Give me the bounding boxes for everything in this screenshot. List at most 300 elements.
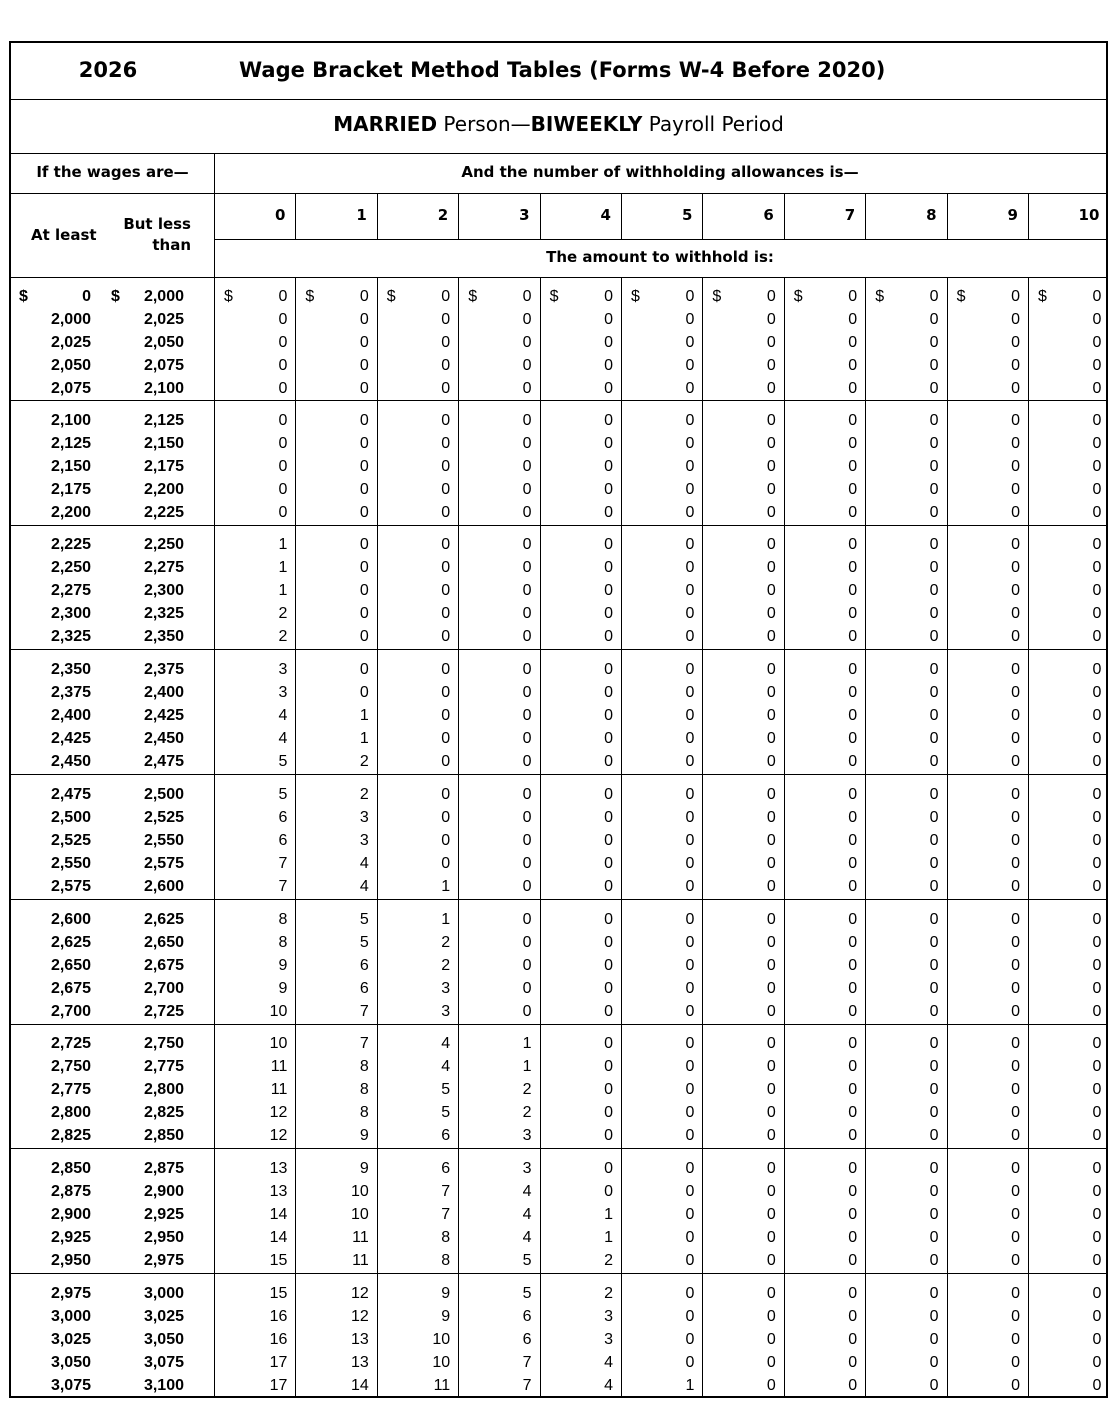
withholding-amount: 0	[848, 684, 858, 702]
withholding-amount: 0	[359, 435, 369, 453]
withholding-amount: 0	[604, 980, 613, 998]
withholding-amount: 4	[278, 730, 288, 748]
wage-but-less-than: 2,225	[143, 504, 184, 522]
withholding-amount: 0	[604, 934, 613, 952]
withholding-amount: 0	[848, 911, 858, 928]
withholding-amount: 3	[604, 1331, 613, 1349]
withholding-amount: 0	[766, 288, 776, 305]
withholding-amount: 0	[359, 311, 369, 329]
withholding-amount: 0	[848, 1081, 858, 1099]
wage-but-less-than: 2,675	[143, 957, 184, 975]
withholding-amount: 0	[359, 504, 369, 522]
withholding-amount: 0	[278, 380, 288, 398]
withholding-amount: 3	[604, 1308, 613, 1326]
withholding-amount: 0	[1092, 832, 1102, 850]
payroll-period: BIWEEKLY	[530, 112, 643, 136]
withholding-amount: 4	[522, 1229, 532, 1247]
withholding-amount: 0	[929, 1229, 939, 1247]
divider	[11, 99, 1106, 100]
withholding-amount: 0	[1011, 1285, 1020, 1302]
withholding-amount: 0	[929, 481, 939, 499]
withholding-amount: 10	[350, 1206, 369, 1224]
wage-but-less-than: 2,375	[143, 661, 184, 678]
table-title: Wage Bracket Method Tables (Forms W-4 Before 2020)	[239, 58, 886, 82]
withholding-amount: 0	[685, 1331, 695, 1349]
withholding-amount: 0	[685, 559, 695, 577]
withholding-amount: 0	[848, 605, 858, 623]
column-divider	[784, 193, 785, 239]
withholding-amount: 0	[685, 878, 695, 896]
withholding-amount: 2	[278, 628, 288, 646]
withholding-amount: 0	[522, 730, 532, 748]
withholding-amount: 4	[359, 878, 369, 896]
dollar-sign: $	[631, 288, 640, 305]
table-year: 2026	[78, 58, 138, 82]
withholding-amount: 0	[1011, 605, 1020, 623]
withholding-amount: 0	[685, 980, 695, 998]
withholding-amount: 0	[766, 536, 776, 553]
withholding-amount: 0	[522, 786, 532, 803]
withholding-amount: 0	[848, 334, 858, 352]
withholding-amount: 0	[685, 1003, 695, 1021]
withholding-amount: 0	[929, 832, 939, 850]
withholding-amount: 0	[278, 412, 288, 429]
withholding-amount: 0	[1011, 357, 1020, 375]
wage-but-less-than: 2,600	[143, 878, 184, 896]
withholding-amount: 0	[766, 458, 776, 476]
withholding-amount: 0	[1011, 1127, 1020, 1145]
withholding-amount: 0	[929, 412, 939, 429]
wage-at-least: 2,675	[50, 980, 91, 998]
withholding-amount: 11	[270, 1081, 288, 1099]
withholding-amount: 0	[766, 809, 776, 827]
withholding-amount: 0	[1092, 628, 1102, 646]
withholding-amount: 0	[522, 481, 532, 499]
withholding-amount: 3	[278, 684, 288, 702]
withholding-amount: 0	[522, 684, 532, 702]
withholding-amount: 0	[522, 458, 532, 476]
withholding-amount: 0	[522, 288, 532, 305]
dollar-sign: $	[468, 288, 478, 305]
withholding-amount: 0	[441, 809, 451, 827]
withholding-amount: 3	[359, 809, 369, 827]
wage-but-less-than: 2,475	[143, 753, 184, 771]
withholding-amount: 0	[278, 334, 288, 352]
withholding-amount: 0	[1092, 1331, 1102, 1349]
withholding-amount: 7	[359, 1003, 369, 1021]
withholding-amount: 0	[685, 628, 695, 646]
withholding-amount: 7	[522, 1377, 532, 1395]
wage-but-less-than: 2,775	[143, 1058, 184, 1076]
withholding-amount: 0	[441, 481, 451, 499]
wage-at-least: 3,025	[50, 1331, 91, 1349]
withholding-amount: 0	[1092, 435, 1102, 453]
withholding-amount: 0	[1011, 1229, 1020, 1247]
withholding-amount: 0	[766, 582, 776, 600]
withholding-amount: 0	[1011, 730, 1020, 748]
withholding-amount: 0	[929, 1331, 939, 1349]
withholding-amount: 0	[1011, 1252, 1020, 1270]
group-divider	[11, 899, 1106, 900]
withholding-amount: 2	[441, 934, 451, 952]
withholding-amount: 0	[685, 1183, 695, 1201]
group-divider	[11, 1024, 1106, 1025]
withholding-amount: 6	[441, 1127, 451, 1145]
withholding-amount: 0	[929, 934, 939, 952]
withholding-amount: 0	[1011, 1003, 1020, 1021]
subtitle-person: Person—	[437, 112, 531, 136]
withholding-amount: 4	[441, 1058, 451, 1076]
withholding-amount: 3	[441, 980, 451, 998]
wage-but-less-than: 2,050	[143, 334, 184, 352]
dollar-sign: $	[1038, 288, 1047, 305]
withholding-amount: 0	[522, 878, 532, 896]
column-divider	[295, 277, 296, 1396]
dollar-sign: $	[793, 288, 803, 305]
withholding-amount: 0	[1092, 878, 1102, 896]
withholding-amount: 0	[1092, 1229, 1102, 1247]
withholding-amount: 0	[929, 1354, 939, 1372]
wage-at-least: 2,975	[50, 1285, 91, 1302]
withholding-amount: 8	[278, 934, 288, 952]
withholding-amount: 0	[685, 605, 695, 623]
withholding-amount: 0	[685, 855, 695, 873]
dollar-sign: $	[712, 288, 722, 305]
withholding-amount: 0	[359, 481, 369, 499]
wage-but-less-than: 2,200	[143, 481, 184, 499]
withholding-amount: 0	[685, 753, 695, 771]
column-divider	[295, 193, 296, 239]
column-divider	[458, 277, 459, 1396]
wage-but-less-than: 2,150	[143, 435, 184, 453]
withholding-amount: 0	[441, 605, 451, 623]
withholding-amount: 0	[278, 481, 288, 499]
withholding-amount: 0	[848, 934, 858, 952]
withholding-amount: 0	[359, 412, 369, 429]
wage-but-less-than: 2,425	[143, 707, 184, 725]
wage-at-least: 2,700	[50, 1003, 91, 1021]
wage-but-less-than: 2,550	[143, 832, 184, 850]
wage-at-least: 2,125	[50, 435, 91, 453]
withholding-amount: 0	[278, 458, 288, 476]
withholding-amount: 0	[685, 380, 695, 398]
withholding-amount: 0	[766, 707, 776, 725]
withholding-amount: 5	[278, 753, 288, 771]
allowance-header-9: 9	[1007, 206, 1018, 224]
withholding-amount: 0	[929, 1081, 939, 1099]
withholding-amount: 0	[441, 334, 451, 352]
withholding-amount: 0	[1092, 1377, 1102, 1395]
withholding-amount: 0	[522, 435, 532, 453]
withholding-amount: 0	[604, 786, 613, 803]
withholding-amount: 0	[604, 1035, 613, 1052]
withholding-amount: 2	[604, 1252, 613, 1270]
withholding-amount: 0	[278, 357, 288, 375]
withholding-amount: 8	[359, 1058, 369, 1076]
withholding-amount: 0	[1011, 1058, 1020, 1076]
withholding-amount: 0	[1011, 458, 1020, 476]
withholding-amount: 0	[522, 980, 532, 998]
withholding-amount: 0	[766, 786, 776, 803]
withholding-amount: 0	[522, 334, 532, 352]
withholding-amount: 0	[848, 380, 858, 398]
withholding-amount: 3	[522, 1160, 532, 1177]
wage-at-least: 2,175	[50, 481, 91, 499]
withholding-amount: 0	[766, 628, 776, 646]
withholding-amount: 0	[848, 1160, 858, 1177]
withholding-amount: 0	[441, 684, 451, 702]
withholding-amount: 2	[278, 605, 288, 623]
withholding-amount: 0	[522, 832, 532, 850]
withholding-amount: 9	[278, 957, 288, 975]
group-divider	[11, 525, 1106, 526]
wage-but-less-than: 2,950	[143, 1229, 184, 1247]
withholding-amount: 0	[441, 380, 451, 398]
withholding-amount: 0	[848, 1354, 858, 1372]
wage-but-less-than: 2,525	[143, 809, 184, 827]
withholding-amount: 0	[522, 605, 532, 623]
withholding-amount: 0	[848, 1331, 858, 1349]
withholding-amount: 0	[1092, 1252, 1102, 1270]
withholding-amount: 10	[432, 1354, 451, 1372]
withholding-amount: 0	[1092, 855, 1102, 873]
withholding-amount: 0	[1092, 1104, 1102, 1122]
title-row	[11, 43, 1106, 99]
withholding-amount: 0	[685, 1081, 695, 1099]
withholding-amount: 1	[441, 911, 451, 928]
withholding-amount: 0	[1011, 435, 1020, 453]
withholding-amount: 0	[604, 753, 613, 771]
withholding-amount: 0	[604, 458, 613, 476]
withholding-amount: 16	[269, 1308, 288, 1326]
withholding-amount: 0	[1011, 288, 1020, 305]
wage-at-least: 2,500	[50, 809, 91, 827]
withholding-amount: 0	[1011, 1377, 1020, 1395]
column-divider	[947, 193, 948, 239]
withholding-amount: 0	[848, 786, 858, 803]
withholding-amount: 9	[278, 980, 288, 998]
withholding-amount: 0	[604, 1183, 613, 1201]
withholding-amount: 0	[929, 661, 939, 678]
withholding-amount: 15	[269, 1252, 288, 1270]
withholding-amount: 9	[359, 1127, 369, 1145]
withholding-amount: 8	[441, 1229, 451, 1247]
withholding-amount: 6	[441, 1160, 451, 1177]
withholding-amount: 0	[604, 911, 613, 928]
withholding-amount: 0	[766, 504, 776, 522]
wage-at-least: 3,075	[50, 1377, 91, 1395]
allowance-header-7: 7	[844, 206, 856, 224]
withholding-amount: 4	[604, 1377, 613, 1395]
withholding-amount: 0	[929, 1183, 939, 1201]
withholding-amount: 10	[350, 1183, 369, 1201]
withholding-amount: 0	[848, 1127, 858, 1145]
withholding-amount: 0	[929, 1160, 939, 1177]
wage-at-least: 2,900	[50, 1206, 91, 1224]
column-divider	[784, 277, 785, 1396]
withholding-amount: 0	[604, 809, 613, 827]
withholding-amount: 0	[848, 559, 858, 577]
withholding-amount: 0	[766, 1354, 776, 1372]
wages-header: If the wages are—	[36, 163, 189, 181]
withholding-amount: 0	[929, 380, 939, 398]
withholding-amount: 7	[441, 1206, 451, 1224]
withholding-amount: 0	[929, 1377, 939, 1395]
withholding-amount: 0	[1092, 1035, 1102, 1052]
wage-at-least: 2,600	[50, 911, 91, 928]
withholding-amount: 0	[848, 458, 858, 476]
withholding-amount: 1	[685, 1377, 695, 1395]
withholding-amount: 0	[1092, 1206, 1102, 1224]
withholding-amount: 0	[766, 1308, 776, 1326]
divider	[11, 153, 1106, 154]
withholding-amount: 6	[278, 809, 288, 827]
withholding-amount: 0	[848, 753, 858, 771]
withholding-amount: 4	[359, 855, 369, 873]
withholding-amount: 0	[685, 458, 695, 476]
dollar-sign: $	[875, 288, 885, 305]
withholding-amount: 0	[766, 730, 776, 748]
withholding-amount: 6	[278, 832, 288, 850]
wage-at-least: 2,375	[50, 684, 91, 702]
column-divider	[540, 193, 541, 239]
withholding-amount: 11	[352, 1229, 369, 1247]
withholding-amount: 14	[350, 1377, 369, 1395]
withholding-amount: 0	[929, 288, 939, 305]
withholding-amount: 0	[848, 809, 858, 827]
withholding-amount: 0	[685, 1127, 695, 1145]
withholding-amount: 0	[1092, 412, 1102, 429]
withholding-amount: 1	[278, 536, 288, 553]
withholding-amount: 0	[766, 855, 776, 873]
withholding-amount: 0	[929, 458, 939, 476]
withholding-amount: 0	[848, 1308, 858, 1326]
wage-at-least: 2,400	[50, 707, 91, 725]
withholding-amount: 0	[359, 334, 369, 352]
withholding-amount: 0	[1011, 809, 1020, 827]
withholding-amount: 0	[1092, 357, 1102, 375]
withholding-amount: 13	[350, 1354, 369, 1372]
column-divider	[621, 193, 622, 239]
withholding-amount: 0	[1092, 288, 1102, 305]
wage-at-least: 2,650	[50, 957, 91, 975]
withholding-amount: 16	[269, 1331, 288, 1349]
withholding-amount: 0	[766, 1058, 776, 1076]
withholding-amount: 2	[359, 786, 369, 803]
withholding-amount: 13	[350, 1331, 369, 1349]
withholding-amount: 0	[1011, 412, 1020, 429]
withholding-amount: 0	[685, 786, 695, 803]
withholding-amount: 9	[359, 1160, 369, 1177]
withholding-amount: 0	[441, 855, 451, 873]
wage-but-less-than: 2,350	[143, 628, 184, 646]
withholding-amount: 0	[1011, 911, 1020, 928]
withholding-amount: 0	[685, 1252, 695, 1270]
withholding-amount: 5	[359, 934, 369, 952]
dollar-sign: $	[956, 288, 966, 305]
withholding-amount: 0	[848, 980, 858, 998]
withholding-amount: 0	[1092, 504, 1102, 522]
withholding-amount: 0	[685, 1035, 695, 1052]
withholding-amount: 10	[432, 1331, 451, 1349]
withholding-amount: 2	[522, 1081, 532, 1099]
withholding-amount: 0	[278, 288, 288, 305]
withholding-amount: 0	[929, 730, 939, 748]
withholding-amount: 0	[359, 684, 369, 702]
withholding-amount: 0	[766, 957, 776, 975]
wage-but-less-than: 2,575	[143, 855, 184, 873]
wage-at-least: 2,350	[50, 661, 91, 678]
withholding-amount: 6	[359, 980, 369, 998]
wage-at-least: 2,275	[50, 582, 91, 600]
withholding-amount: 0	[1092, 1127, 1102, 1145]
withholding-amount: 5	[441, 1104, 451, 1122]
column-divider	[947, 277, 948, 1396]
withholding-amount: 0	[441, 730, 451, 748]
withholding-amount: 0	[1092, 957, 1102, 975]
withholding-amount: 0	[441, 582, 451, 600]
withholding-amount: 0	[685, 582, 695, 600]
withholding-amount: 0	[441, 753, 451, 771]
withholding-amount: 0	[929, 582, 939, 600]
withholding-amount: 0	[929, 435, 939, 453]
withholding-amount: 0	[685, 1354, 695, 1372]
withholding-amount: 0	[1011, 1035, 1020, 1052]
withholding-amount: 0	[604, 435, 613, 453]
column-divider	[865, 193, 866, 239]
withholding-amount: 8	[359, 1104, 369, 1122]
allowance-header-6: 6	[763, 206, 774, 224]
withholding-amount: 5	[522, 1285, 532, 1302]
withholding-amount: 0	[766, 1206, 776, 1224]
withholding-amount: 5	[359, 911, 369, 928]
withholding-amount: 0	[604, 628, 613, 646]
withholding-amount: 0	[1092, 911, 1102, 928]
withholding-amount: 0	[604, 357, 613, 375]
withholding-amount: 0	[604, 957, 613, 975]
withholding-amount: 0	[1092, 536, 1102, 553]
withholding-amount: 0	[604, 730, 613, 748]
wage-at-least: 2,300	[50, 605, 91, 623]
withholding-amount: 0	[604, 855, 613, 873]
withholding-amount: 1	[359, 730, 369, 748]
withholding-amount: 0	[1092, 684, 1102, 702]
withholding-amount: 4	[441, 1035, 451, 1052]
withholding-amount: 0	[685, 911, 695, 928]
withholding-amount: 0	[522, 504, 532, 522]
withholding-amount: 0	[929, 1058, 939, 1076]
withholding-amount: 3	[441, 1003, 451, 1021]
withholding-amount: 0	[604, 380, 613, 398]
withholding-amount: 14	[269, 1206, 288, 1224]
withholding-amount: 0	[848, 288, 858, 305]
wage-at-least: 2,100	[50, 412, 91, 429]
withholding-amount: 0	[522, 957, 532, 975]
subtitle-suffix: Payroll Period	[642, 112, 784, 136]
divider	[11, 193, 1106, 194]
withholding-amount: 0	[1011, 1331, 1020, 1349]
column-divider	[377, 193, 378, 239]
withholding-amount: 1	[359, 707, 369, 725]
withholding-amount: 0	[1011, 957, 1020, 975]
withholding-amount: 0	[685, 311, 695, 329]
wage-but-less-than: 2,250	[143, 536, 184, 553]
withholding-amount: 0	[766, 1331, 776, 1349]
withholding-amount: 0	[766, 878, 776, 896]
withholding-amount: 0	[441, 504, 451, 522]
withholding-amount: 0	[685, 934, 695, 952]
group-divider	[11, 1273, 1106, 1274]
